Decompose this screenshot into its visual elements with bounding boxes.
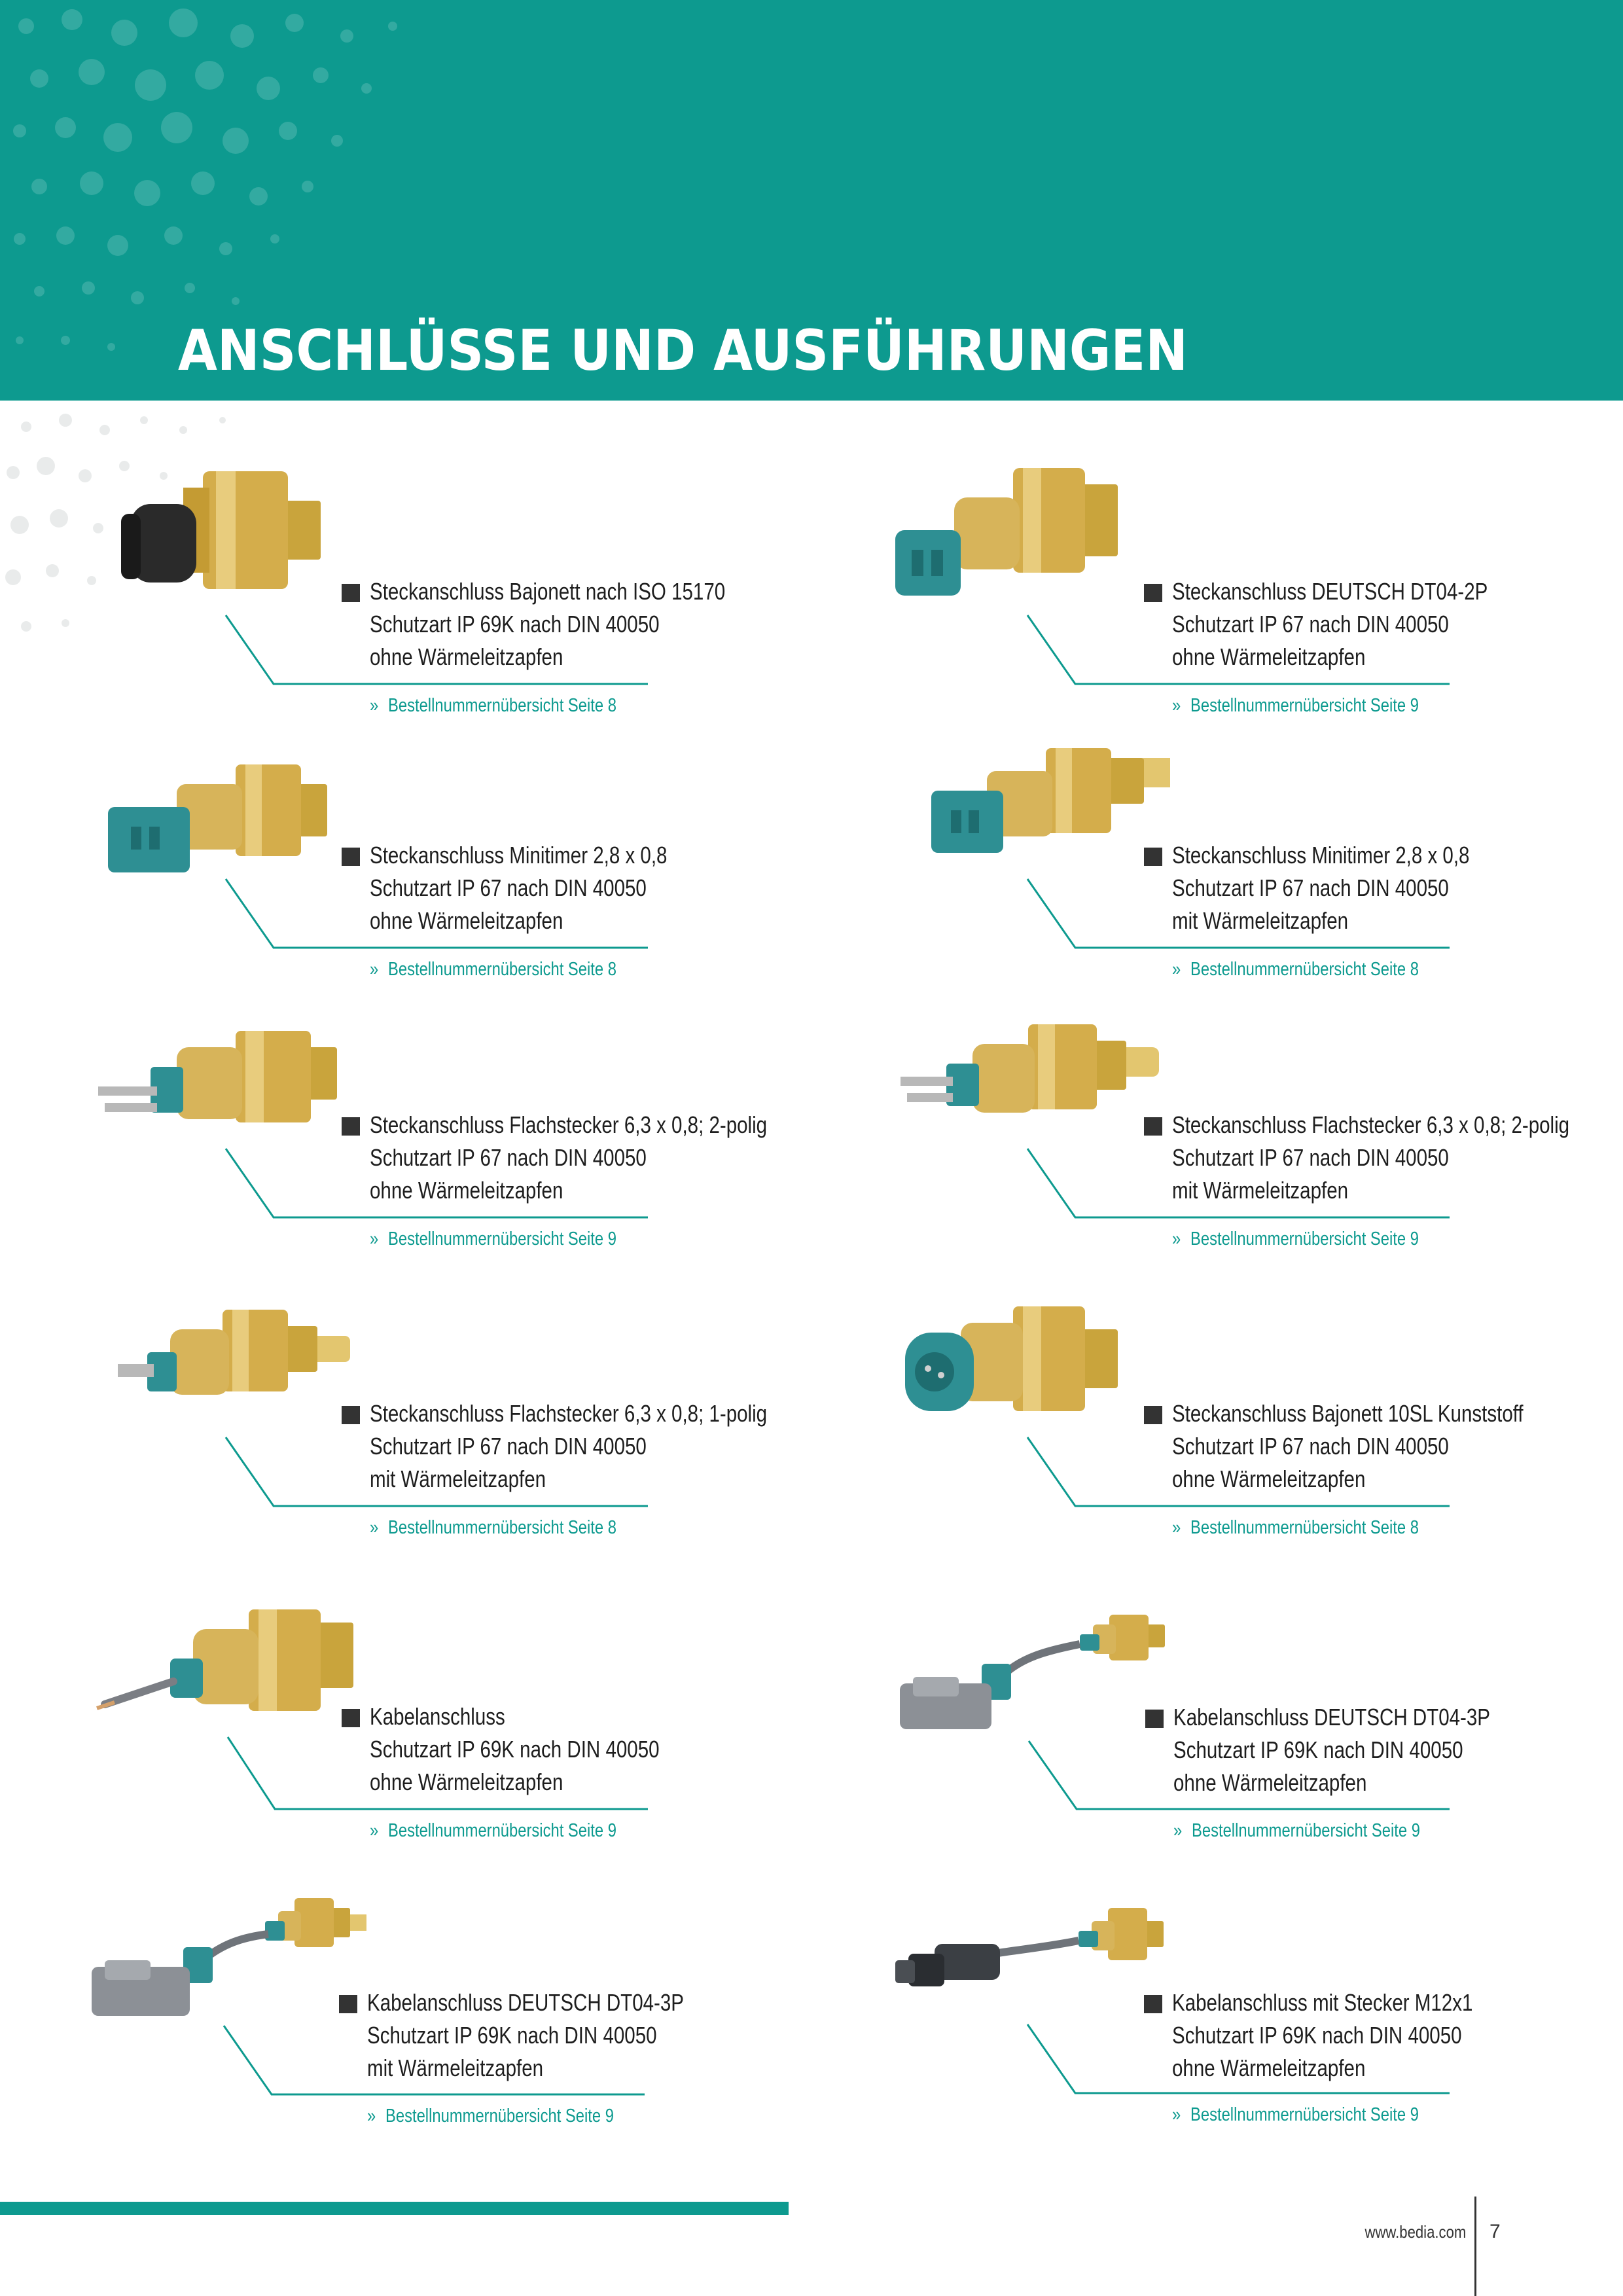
item-line-connector: Steckanschluss Bajonett nach ISO 15170 [370, 578, 726, 605]
connection-item-cable-deutsch-probe [79, 1872, 864, 2147]
item-line-protection: Schutzart IP 69K nach DIN 40050 [370, 1736, 660, 1763]
bullet-square [342, 1406, 360, 1424]
order-number-link-label: Bestellnummernübersicht Seite 8 [1190, 1517, 1419, 1538]
item-description [370, 1109, 767, 1207]
item-description [1172, 1109, 1569, 1207]
item-description [1172, 575, 1488, 673]
item-description [1173, 1701, 1490, 1799]
connection-item-flat-1pin-probe [79, 1280, 864, 1555]
bullet-square [1144, 848, 1162, 866]
connection-item-flat-2pin-probe [881, 992, 1623, 1266]
chevron-right-icon: » [1172, 2104, 1181, 2125]
item-line-protection: Schutzart IP 69K nach DIN 40050 [367, 2022, 657, 2049]
item-description [370, 1397, 767, 1496]
item-line-connector: Kabelanschluss DEUTSCH DT04-3P [367, 1989, 684, 2016]
footer-accent-bar [0, 2202, 789, 2215]
bullet-square [1145, 1710, 1164, 1728]
connection-item-cable [79, 1587, 864, 1861]
item-line-connector: Steckanschluss Flachstecker 6,3 x 0,8; 2-polig [1172, 1111, 1570, 1138]
order-number-link[interactable] [370, 1819, 616, 1842]
order-number-link[interactable] [1172, 2103, 1419, 2126]
header-band [0, 0, 1623, 401]
item-line-connector: Kabelanschluss DEUTSCH DT04-3P [1173, 1704, 1490, 1731]
chevron-right-icon: » [367, 2106, 376, 2126]
order-number-link-label: Bestellnummernübersicht Seite 8 [387, 959, 616, 980]
order-number-link[interactable] [1172, 1516, 1419, 1539]
item-line-protection: Schutzart IP 67 nach DIN 40050 [1172, 1144, 1449, 1171]
item-line-probe: ohne Wärmeleitzapfen [370, 643, 563, 670]
bullet-square [342, 848, 360, 866]
chevron-right-icon: » [1172, 695, 1181, 716]
chevron-right-icon: » [1172, 959, 1181, 980]
order-number-link[interactable] [370, 1516, 616, 1539]
item-line-connector: Steckanschluss DEUTSCH DT04-2P [1172, 578, 1488, 605]
item-line-probe: ohne Wärmeleitzapfen [370, 1768, 563, 1795]
bullet-square [342, 584, 360, 602]
chevron-right-icon: » [1172, 1229, 1181, 1249]
order-number-link-label: Bestellnummernübersicht Seite 9 [387, 1820, 616, 1841]
chevron-right-icon: » [370, 1229, 379, 1249]
bullet-square [342, 1117, 360, 1136]
item-line-protection: Schutzart IP 69K nach DIN 40050 [370, 611, 660, 637]
connection-item-bayonet-iso15170 [79, 458, 864, 733]
item-line-probe: ohne Wärmeleitzapfen [1172, 1465, 1366, 1492]
item-line-probe: ohne Wärmeleitzapfen [1172, 643, 1366, 670]
order-number-link[interactable] [1172, 1227, 1419, 1251]
item-line-connector: Kabelanschluss mit Stecker M12x1 [1172, 1989, 1473, 2016]
chevron-right-icon: » [370, 1517, 379, 1538]
item-line-protection: Schutzart IP 67 nach DIN 40050 [1172, 874, 1449, 901]
order-number-link-label: Bestellnummernübersicht Seite 9 [1191, 1820, 1420, 1841]
order-number-link[interactable] [367, 2104, 614, 2128]
chevron-right-icon: » [370, 695, 379, 716]
item-line-protection: Schutzart IP 69K nach DIN 40050 [1173, 1736, 1463, 1763]
item-line-probe: ohne Wärmeleitzapfen [370, 1177, 563, 1204]
order-number-link-label: Bestellnummernübersicht Seite 8 [1190, 959, 1419, 980]
item-line-connector: Steckanschluss Bajonett 10SL Kunststoff [1172, 1400, 1524, 1427]
order-number-link-label: Bestellnummernübersicht Seite 9 [1190, 1229, 1419, 1249]
item-line-probe: mit Wärmeleitzapfen [367, 2054, 544, 2081]
item-line-protection: Schutzart IP 67 nach DIN 40050 [370, 1433, 647, 1460]
item-line-probe: ohne Wärmeleitzapfen [1173, 1769, 1367, 1796]
item-line-protection: Schutzart IP 67 nach DIN 40050 [1172, 1433, 1449, 1460]
order-number-link[interactable] [370, 958, 616, 981]
bullet-square [1144, 1117, 1162, 1136]
item-line-connector: Steckanschluss Minitimer 2,8 x 0,8 [370, 842, 668, 869]
item-line-protection: Schutzart IP 69K nach DIN 40050 [1172, 2022, 1462, 2049]
connection-item-minitimer-probe [882, 722, 1623, 997]
bullet-square [339, 1995, 357, 2013]
order-number-link-label: Bestellnummernübersicht Seite 8 [387, 695, 616, 716]
item-line-connector: Kabelanschluss [370, 1703, 505, 1730]
item-description [370, 1700, 660, 1799]
page-title: ANSCHLÜSSE UND AUSFÜHRUNGEN [178, 318, 1188, 384]
page-number: 7 [1489, 2221, 1501, 2242]
item-description [367, 1986, 684, 2085]
item-description [1172, 1986, 1472, 2085]
connection-item-deutsch-dt04-2p [882, 458, 1623, 733]
item-line-probe: mit Wärmeleitzapfen [1172, 1177, 1349, 1204]
bullet-square [342, 1709, 360, 1727]
item-line-connector: Steckanschluss Flachstecker 6,3 x 0,8; 2-polig [370, 1111, 768, 1138]
item-line-probe: mit Wärmeleitzapfen [1172, 907, 1349, 934]
chevron-right-icon: » [1173, 1820, 1183, 1841]
connection-item-flat-2pin [79, 992, 864, 1266]
connection-item-cable-m12 [882, 1872, 1623, 2147]
item-line-protection: Schutzart IP 67 nach DIN 40050 [370, 874, 647, 901]
item-description [370, 575, 725, 673]
connection-item-minitimer [79, 722, 864, 997]
footer-website-link[interactable]: www.bedia.com [1364, 2222, 1467, 2242]
order-number-link-label: Bestellnummernübersicht Seite 9 [385, 2106, 614, 2126]
chevron-right-icon: » [370, 1820, 379, 1841]
item-line-probe: ohne Wärmeleitzapfen [1172, 2054, 1366, 2081]
item-line-protection: Schutzart IP 67 nach DIN 40050 [370, 1144, 647, 1171]
item-line-protection: Schutzart IP 67 nach DIN 40050 [1172, 611, 1449, 637]
order-number-link-label: Bestellnummernübersicht Seite 9 [1190, 2104, 1419, 2125]
order-number-link[interactable] [1173, 1819, 1420, 1842]
order-number-link-label: Bestellnummernübersicht Seite 9 [387, 1229, 616, 1249]
order-number-link[interactable] [370, 694, 616, 717]
item-line-connector: Steckanschluss Flachstecker 6,3 x 0,8; 1-polig [370, 1400, 768, 1427]
bullet-square [1144, 1995, 1162, 2013]
order-number-link[interactable] [1172, 958, 1419, 981]
connection-item-cable-deutsch [883, 1585, 1623, 1860]
item-line-connector: Steckanschluss Minitimer 2,8 x 0,8 [1172, 842, 1470, 869]
order-number-link-label: Bestellnummernübersicht Seite 8 [387, 1517, 616, 1538]
item-line-probe: ohne Wärmeleitzapfen [370, 907, 563, 934]
order-number-link-label: Bestellnummernübersicht Seite 9 [1190, 695, 1419, 716]
connection-item-bayonet-10sl [882, 1280, 1623, 1555]
bullet-square [1144, 1406, 1162, 1424]
bullet-square [1144, 584, 1162, 602]
chevron-right-icon: » [1172, 1517, 1181, 1538]
order-number-link[interactable] [1172, 694, 1419, 717]
item-description [370, 839, 667, 937]
item-description [1172, 839, 1469, 937]
footer-divider [1474, 2197, 1476, 2296]
item-line-probe: mit Wärmeleitzapfen [370, 1465, 546, 1492]
chevron-right-icon: » [370, 959, 379, 980]
item-description [1172, 1397, 1524, 1496]
order-number-link[interactable] [370, 1227, 616, 1251]
